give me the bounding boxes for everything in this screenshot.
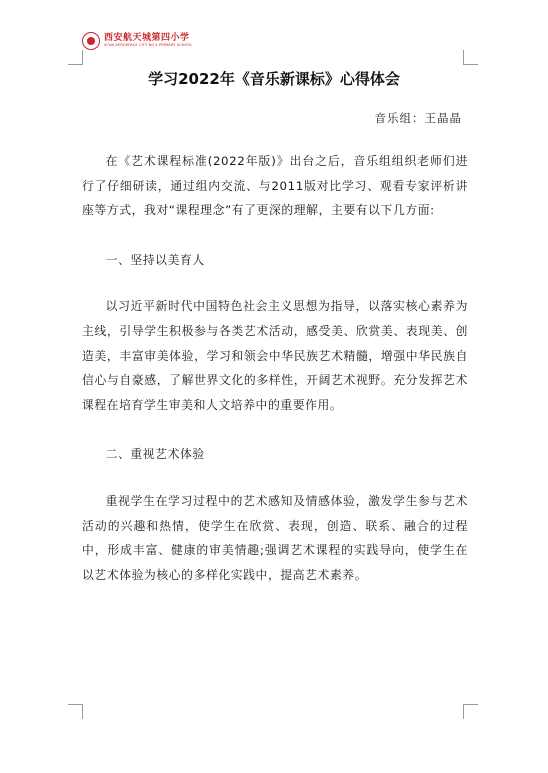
crop-mark-top-right	[463, 50, 478, 65]
logo-chinese-name: 西安航天城第四小学	[104, 33, 190, 44]
paragraph-intro: 在《艺术课程标准(2022年版)》出台之后，音乐组组织老师们进行了仔细研读，通过组内交流、与2011版对比学习、观看专家评析讲座等方式，我对“课程理念”有了更深的理解，主要有以下几方面:	[82, 154, 468, 218]
logo-english-name: XI'AN AEROSPACE CITY NO.4 PRIMARY SCHOOL	[104, 43, 193, 48]
document-title: 学习2022年《音乐新课标》心得体会	[148, 70, 400, 88]
paragraph-section-2: 重视学生在学习过程中的艺术感知及情感体验，激发学生参与艺术活动的兴趣和热情，使学生在欣赏、表现，创造、联系、融合的过程中，形成丰富、健康的审美情趣;强调艺术课程的实践导向，使学生在以艺术体验为核心的多样化实践中，提高艺术素养。	[82, 494, 468, 583]
document-body	[82, 149, 468, 588]
section-heading-1: 一、坚持以美育人	[105, 252, 205, 267]
paragraph-section-1: 以习近平新时代中国特色社会主义思想为指导，以落实核心素养为主线，引导学生积极参与各类艺术活动，感受美、欣赏美、表现美、创造美，丰富审美体验，学习和领会中华民族艺术精髓，增强中华民族自信心与自豪感，了解世界文化的多样性，开阔艺术视野。充分发挥艺术课程在培育学生审美和人文培养中的重要作用。	[82, 299, 468, 413]
crop-mark-bottom-left	[68, 704, 83, 719]
school-emblem-icon	[82, 32, 100, 50]
document-author: 音乐组：王晶晶	[374, 111, 462, 125]
crop-mark-bottom-right	[463, 704, 478, 719]
section-heading-2: 二、重视艺术体验	[105, 447, 205, 462]
school-logo	[82, 30, 192, 52]
crop-mark-top-left	[68, 50, 83, 65]
